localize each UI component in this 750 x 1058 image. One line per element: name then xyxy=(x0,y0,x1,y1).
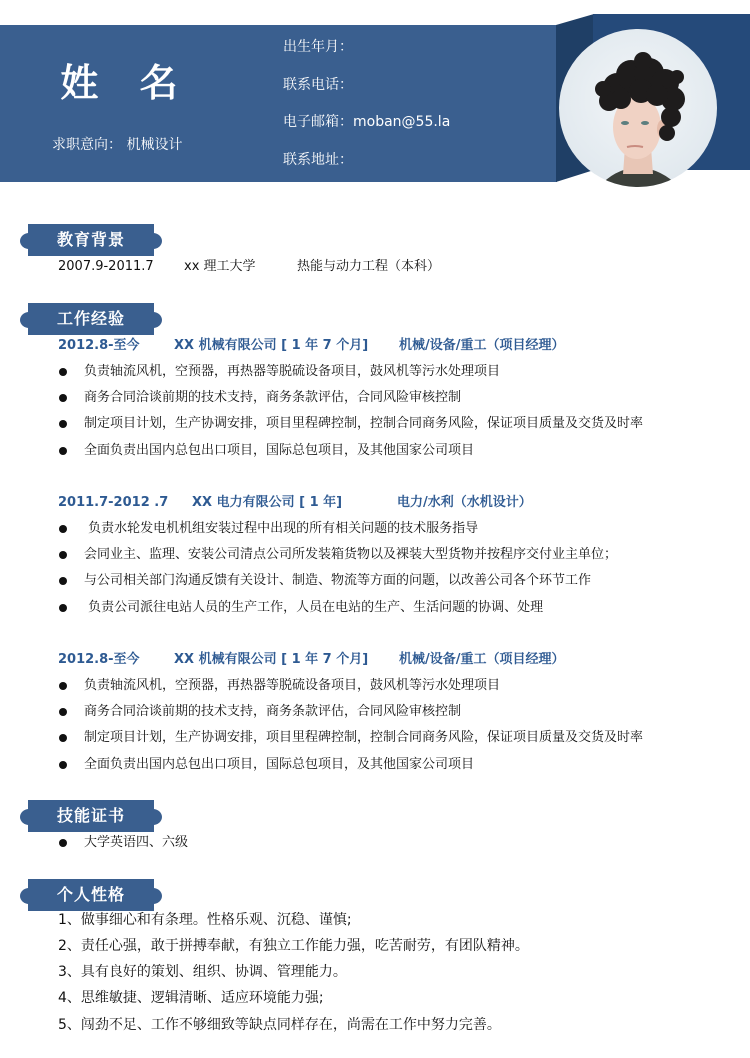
job-role: 电力/水利（水机设计） xyxy=(397,495,532,510)
candidate-name: 姓 名 xyxy=(60,61,192,105)
bullet-icon xyxy=(59,577,67,585)
section-title-skills xyxy=(20,800,162,832)
personality-item: 5、闯劲不足、工作不够细致等缺点同样存在，尚需在工作中努力完善。 xyxy=(58,1017,501,1033)
section-title-label: 工作经验 xyxy=(56,309,125,328)
job-company: XX 电力有限公司 [ 1 年] xyxy=(192,495,343,510)
bullet-icon xyxy=(59,682,67,690)
bullet-icon xyxy=(59,394,67,402)
personality-item: 1、做事细心和有条理。性格乐观、沉稳、谨慎; xyxy=(58,912,352,928)
job-role: 机械/设备/重工（项目经理） xyxy=(399,652,565,667)
portrait-icon xyxy=(559,29,717,187)
section-title-label: 技能证书 xyxy=(56,806,125,825)
section-title-label: 教育背景 xyxy=(56,230,125,249)
bullet-icon xyxy=(59,708,67,716)
portrait-photo xyxy=(559,29,717,187)
job-period: 2012.8-至今 xyxy=(58,652,140,667)
education-school: xx 理工大学 xyxy=(184,259,256,274)
bullet-icon xyxy=(59,368,67,376)
job-period: 2012.8-至今 xyxy=(58,338,140,353)
section-title-education xyxy=(20,224,162,256)
bullet-icon xyxy=(59,525,67,533)
job-intent-label: 求职意向： xyxy=(52,137,122,153)
job-role: 机械/设备/重工（项目经理） xyxy=(399,338,565,353)
section-title-personality xyxy=(20,879,162,911)
bullet-icon xyxy=(59,604,67,612)
info-label: 电子邮箱： xyxy=(283,114,353,130)
job-period: 2011.7-2012 .7 xyxy=(58,495,169,510)
job-intent xyxy=(52,135,182,155)
section-title-label: 个人性格 xyxy=(56,885,125,904)
info-label: 联系地址： xyxy=(283,152,353,168)
info-birthdate xyxy=(283,37,353,57)
bullet-icon xyxy=(59,839,67,847)
job-intent-value: 机械设计 xyxy=(126,137,183,153)
bullet-icon xyxy=(59,420,67,428)
personality-item: 3、具有良好的策划、组织、协调、管理能力。 xyxy=(58,964,347,980)
info-email xyxy=(283,112,450,132)
job-company: XX 机械有限公司 [ 1 年 7 个月] xyxy=(174,338,369,353)
email-link[interactable]: moban@55.la xyxy=(353,114,451,130)
bullet-icon xyxy=(59,761,67,769)
bullet-icon xyxy=(59,734,67,742)
info-phone xyxy=(283,75,353,95)
bullet-icon xyxy=(59,447,67,455)
personality-item: 4、思维敏捷、逻辑清晰、适应环境能力强; xyxy=(58,990,324,1006)
info-label: 出生年月： xyxy=(283,39,353,55)
info-address xyxy=(283,150,353,170)
personality-item: 2、责任心强，敢于拼搏奉献，有独立工作能力强，吃苦耐劳，有团队精神。 xyxy=(58,938,529,954)
education-period: 2007.9-2011.7 xyxy=(58,259,154,274)
job-company: XX 机械有限公司 [ 1 年 7 个月] xyxy=(174,652,369,667)
education-major: 热能与动力工程（本科） xyxy=(297,259,441,274)
section-title-work xyxy=(20,303,162,335)
bullet-icon xyxy=(59,551,67,559)
info-label: 联系电话： xyxy=(283,77,353,93)
